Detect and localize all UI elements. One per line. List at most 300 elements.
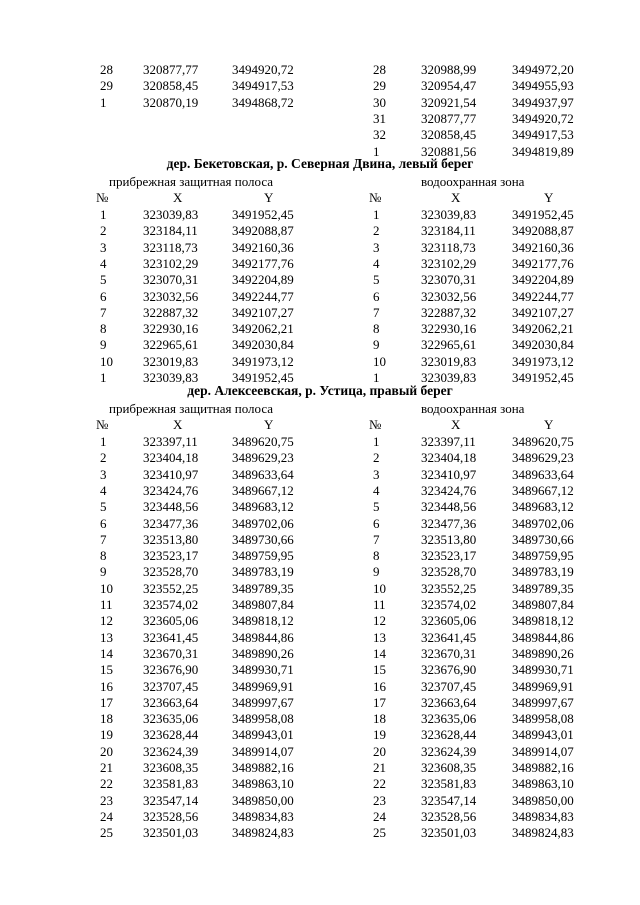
point-number: 24 (100, 808, 113, 824)
coord-y: 3489850,00 (512, 792, 574, 808)
coord-x: 323676,90 (143, 662, 199, 678)
point-number: 15 (373, 662, 386, 678)
point-number: 25 (100, 825, 113, 841)
coord-y: 3489807,84 (232, 597, 294, 612)
point-number: 6 (100, 288, 107, 304)
coord-y: 3489969,91 (512, 678, 574, 694)
point-number: 10 (373, 580, 386, 596)
point-number: 7 (373, 531, 380, 547)
table-row (0, 450, 640, 466)
coord-x: 323707,45 (143, 678, 199, 694)
coord-x: 322965,61 (421, 337, 477, 353)
coord-x: 323552,25 (421, 580, 477, 596)
coord-x: 323019,83 (421, 353, 477, 369)
coord-y: 3489818,12 (232, 613, 294, 629)
table-row (0, 548, 640, 564)
coord-y: 3489969,91 (232, 678, 294, 694)
coord-y: 3494819,89 (512, 143, 574, 159)
point-number: 21 (373, 760, 386, 775)
coord-y: 3491973,12 (512, 353, 574, 369)
point-number: 4 (373, 255, 380, 271)
coord-x: 323184,11 (143, 223, 198, 239)
coord-x: 320858,45 (421, 127, 477, 143)
point-number: 5 (100, 499, 107, 515)
coord-x: 323605,06 (421, 613, 477, 629)
point-number: 3 (373, 466, 380, 482)
point-number: 5 (373, 499, 380, 515)
coord-y: 3489834,83 (512, 808, 574, 824)
coord-y: 3489730,66 (512, 531, 574, 547)
coord-x: 323410,97 (421, 466, 477, 482)
coord-x: 323707,45 (421, 678, 477, 694)
point-number: 30 (373, 94, 386, 110)
coord-y: 3489683,12 (232, 499, 294, 515)
coord-y: 3489789,35 (232, 580, 294, 596)
coord-y: 3492177,76 (232, 255, 294, 271)
coord-y: 3492204,89 (512, 272, 574, 288)
table-row (0, 434, 640, 450)
coord-y: 3489783,19 (512, 564, 574, 580)
point-number: 10 (100, 353, 113, 369)
coord-y: 3489844,86 (512, 629, 574, 645)
coord-x: 323608,35 (421, 760, 477, 775)
header-y: Y (264, 417, 274, 432)
point-number: 1 (373, 207, 380, 222)
point-number: 31 (373, 110, 386, 126)
point-number: 18 (373, 711, 386, 727)
point-number: 12 (100, 613, 113, 629)
coord-y: 3489620,75 (232, 434, 294, 449)
coord-x: 323547,14 (143, 792, 199, 808)
table-row (0, 321, 640, 337)
table-row (0, 581, 640, 597)
coord-y: 3489807,84 (512, 597, 574, 612)
point-number: 4 (100, 482, 107, 498)
coord-x: 323118,73 (421, 239, 476, 255)
point-number: 12 (373, 613, 386, 629)
coord-x: 320877,77 (421, 110, 477, 126)
point-number: 3 (100, 466, 107, 482)
point-number: 10 (373, 353, 386, 369)
coord-y: 3491952,45 (512, 207, 574, 222)
point-number: 9 (100, 337, 107, 353)
point-number: 6 (373, 288, 380, 304)
coord-y: 3492204,89 (232, 272, 294, 288)
point-number: 7 (100, 531, 107, 547)
coord-y: 3489914,07 (232, 743, 294, 759)
coord-y: 3492062,21 (232, 321, 294, 337)
point-number: 11 (373, 597, 386, 612)
table-row (0, 289, 640, 305)
point-number: 8 (100, 321, 107, 337)
point-number: 23 (100, 792, 113, 808)
header-number: № (96, 190, 109, 205)
point-number: 1 (100, 370, 107, 385)
coord-y: 3492107,27 (232, 304, 294, 320)
point-number: 20 (100, 743, 113, 759)
coord-y: 3492244,77 (232, 288, 294, 304)
table-row (0, 597, 640, 613)
point-number: 8 (373, 321, 380, 337)
coord-y: 3494868,72 (232, 94, 294, 110)
coord-y: 3489958,08 (512, 711, 574, 727)
table-row (0, 207, 640, 223)
coord-x: 322930,16 (143, 321, 199, 337)
coord-x: 323039,83 (421, 207, 477, 222)
coord-y: 3489667,12 (512, 482, 574, 498)
coord-y: 3489930,71 (512, 662, 574, 678)
point-number: 19 (373, 727, 386, 743)
coord-y: 3489882,16 (512, 760, 574, 775)
table-row (0, 337, 640, 353)
coord-y: 3492088,87 (512, 223, 574, 239)
coord-x: 323528,56 (421, 808, 477, 824)
coord-y: 3489943,01 (232, 727, 294, 743)
header-number: № (96, 417, 109, 432)
coord-x: 322965,61 (143, 337, 199, 353)
header-y: Y (544, 190, 554, 205)
coord-y: 3489620,75 (512, 434, 574, 449)
coord-x: 323663,64 (421, 694, 477, 710)
point-number: 23 (373, 792, 386, 808)
coord-y: 3491952,45 (512, 370, 574, 385)
coord-x: 323039,83 (421, 370, 477, 385)
coord-y: 3492030,84 (232, 337, 294, 353)
coord-x: 323448,56 (143, 499, 199, 515)
table-row (0, 776, 640, 792)
coord-y: 3491973,12 (232, 353, 294, 369)
table-row (0, 78, 640, 94)
point-number: 19 (100, 727, 113, 743)
table-row (0, 127, 640, 143)
point-number: 29 (373, 78, 386, 94)
table-row (0, 564, 640, 580)
coord-y: 3489824,83 (232, 825, 294, 841)
point-number: 13 (373, 629, 386, 645)
coord-x: 323039,83 (143, 207, 199, 222)
point-number: 5 (100, 272, 107, 288)
coord-y: 3492107,27 (512, 304, 574, 320)
coord-y: 3489789,35 (512, 580, 574, 596)
header-x: X (451, 417, 461, 432)
coord-y: 3489824,83 (512, 825, 574, 841)
point-number: 1 (100, 94, 107, 110)
coord-x: 320954,47 (421, 78, 477, 94)
coord-x: 323404,18 (143, 450, 199, 466)
coord-y: 3489890,26 (232, 645, 294, 661)
coord-x: 323528,70 (143, 564, 199, 580)
table-row (0, 532, 640, 548)
table-row (0, 483, 640, 499)
coord-x: 323102,29 (421, 255, 477, 271)
coord-y: 3492244,77 (512, 288, 574, 304)
coord-y: 3489629,23 (512, 450, 574, 466)
coastal-strip-label: прибрежная защитная полоса (109, 401, 274, 416)
point-number: 6 (100, 515, 107, 531)
point-number: 3 (100, 239, 107, 255)
coord-y: 3489997,67 (512, 694, 574, 710)
coord-y: 3489633,64 (512, 466, 574, 482)
table-row (0, 62, 640, 78)
coord-x: 323670,31 (421, 645, 477, 661)
header-number: № (369, 417, 382, 432)
coord-x: 323624,39 (421, 743, 477, 759)
coord-x: 320988,99 (421, 62, 477, 77)
coord-x: 323477,36 (421, 515, 477, 531)
point-number: 5 (373, 272, 380, 288)
coord-y: 3491952,45 (232, 370, 294, 385)
coord-x: 323404,18 (421, 450, 477, 466)
coord-y: 3494917,53 (512, 127, 574, 143)
coord-y: 3489844,86 (232, 629, 294, 645)
coord-x: 323019,83 (143, 353, 199, 369)
coord-y: 3489667,12 (232, 482, 294, 498)
point-number: 3 (373, 239, 380, 255)
coord-x: 323118,73 (143, 239, 198, 255)
point-number: 8 (100, 548, 107, 564)
point-number: 29 (100, 78, 113, 94)
point-number: 20 (373, 743, 386, 759)
coord-y: 3489702,06 (512, 515, 574, 531)
coord-x: 323477,36 (143, 515, 199, 531)
point-number: 14 (373, 645, 386, 661)
coord-x: 323523,17 (143, 548, 199, 564)
table-row (0, 630, 640, 646)
point-number: 2 (373, 450, 380, 466)
point-number: 1 (100, 207, 107, 222)
point-number: 22 (373, 776, 386, 792)
coord-y: 3494972,20 (512, 62, 574, 77)
point-number: 28 (100, 62, 113, 77)
point-number: 9 (373, 337, 380, 353)
coord-x: 323448,56 (421, 499, 477, 515)
coord-y: 3491952,45 (232, 207, 294, 222)
point-number: 1 (373, 370, 380, 385)
point-number: 9 (100, 564, 107, 580)
coord-y: 3489783,19 (232, 564, 294, 580)
coord-y: 3492160,36 (232, 239, 294, 255)
coord-y: 3489930,71 (232, 662, 294, 678)
point-number: 2 (100, 450, 107, 466)
coord-y: 3494955,93 (512, 78, 574, 94)
coord-y: 3489629,23 (232, 450, 294, 466)
point-number: 7 (100, 304, 107, 320)
coord-y: 3489943,01 (512, 727, 574, 743)
coord-x: 323624,39 (143, 743, 199, 759)
coord-x: 323552,25 (143, 580, 199, 596)
water-protection-zone-label: водоохранная зона (421, 401, 525, 416)
coord-x: 323635,06 (143, 711, 199, 727)
table-row (0, 272, 640, 288)
table-row (0, 744, 640, 760)
point-number: 4 (373, 482, 380, 498)
coord-y: 3489863,10 (232, 776, 294, 792)
coord-x: 323641,45 (421, 629, 477, 645)
point-number: 6 (373, 515, 380, 531)
coord-x: 323501,03 (421, 825, 477, 841)
coord-y: 3489759,95 (232, 548, 294, 564)
coord-y: 3489850,00 (232, 792, 294, 808)
water-protection-zone-label: водоохранная зона (421, 174, 525, 189)
point-number: 8 (373, 548, 380, 564)
table-row (0, 240, 640, 256)
table-row (0, 354, 640, 370)
coord-x: 323605,06 (143, 613, 199, 629)
table-row (0, 516, 640, 532)
point-number: 24 (373, 808, 386, 824)
table-row (0, 662, 640, 678)
coord-x: 323070,31 (421, 272, 477, 288)
coord-x: 323184,11 (421, 223, 476, 239)
coastal-strip-label: прибрежная защитная полоса (109, 174, 274, 189)
coord-x: 323628,44 (421, 727, 477, 743)
point-number: 13 (100, 629, 113, 645)
coord-x: 323528,56 (143, 808, 199, 824)
table-row (0, 613, 640, 629)
coord-x: 323574,02 (143, 597, 199, 612)
coord-x: 323663,64 (143, 694, 199, 710)
header-number: № (369, 190, 382, 205)
table-row (0, 695, 640, 711)
coord-x: 323501,03 (143, 825, 199, 841)
coord-y: 3492177,76 (512, 255, 574, 271)
table-row (0, 256, 640, 272)
table-row (0, 111, 640, 127)
coord-x: 323670,31 (143, 645, 199, 661)
coord-x: 322930,16 (421, 321, 477, 337)
coord-y: 3489863,10 (512, 776, 574, 792)
coord-x: 323628,44 (143, 727, 199, 743)
section-title: дер. Алексеевская, р. Устица, правый берег (187, 383, 453, 398)
coord-y: 3489818,12 (512, 613, 574, 629)
header-x: X (451, 190, 461, 205)
table-row (0, 646, 640, 662)
table-row (0, 95, 640, 111)
coord-x: 323523,17 (421, 548, 477, 564)
coord-x: 322887,32 (143, 304, 199, 320)
table-row (0, 467, 640, 483)
coord-y: 3489882,16 (232, 760, 294, 775)
point-number: 18 (100, 711, 113, 727)
coord-x: 323397,11 (421, 434, 476, 449)
point-number: 15 (100, 662, 113, 678)
point-number: 2 (373, 223, 380, 239)
coord-x: 323635,06 (421, 711, 477, 727)
coord-x: 323574,02 (421, 597, 477, 612)
coord-x: 323608,35 (143, 760, 199, 775)
section-title: дер. Бекетовская, р. Северная Двина, левый берег (166, 156, 474, 171)
coord-y: 3489997,67 (232, 694, 294, 710)
table-row (0, 305, 640, 321)
coord-y: 3489633,64 (232, 466, 294, 482)
coord-x: 323070,31 (143, 272, 199, 288)
coord-y: 3489730,66 (232, 531, 294, 547)
point-number: 9 (373, 564, 380, 580)
coord-y: 3492088,87 (232, 223, 294, 239)
point-number: 10 (100, 580, 113, 596)
table-header (0, 417, 640, 433)
table-row (0, 793, 640, 809)
table-row (0, 825, 640, 841)
coord-x: 323676,90 (421, 662, 477, 678)
coord-y: 3492062,21 (512, 321, 574, 337)
point-number: 14 (100, 645, 113, 661)
coord-y: 3492160,36 (512, 239, 574, 255)
coord-x: 323424,76 (421, 482, 477, 498)
coord-x: 323581,83 (143, 776, 199, 792)
coord-x: 323397,11 (143, 434, 198, 449)
coord-y: 3494917,53 (232, 78, 294, 94)
coord-x: 322887,32 (421, 304, 477, 320)
coord-x: 323528,70 (421, 564, 477, 580)
point-number: 7 (373, 304, 380, 320)
header-x: X (173, 417, 183, 432)
table-row (0, 679, 640, 695)
point-number: 17 (100, 694, 113, 710)
coord-y: 3494937,97 (512, 94, 574, 110)
coord-y: 3494920,72 (512, 110, 574, 126)
coord-y: 3489834,83 (232, 808, 294, 824)
point-number: 16 (373, 678, 386, 694)
coord-x: 323547,14 (421, 792, 477, 808)
coord-y: 3489683,12 (512, 499, 574, 515)
point-number: 21 (100, 760, 113, 775)
point-number: 25 (373, 825, 386, 841)
coord-x: 320858,45 (143, 78, 199, 94)
table-row (0, 809, 640, 825)
point-number: 11 (100, 597, 113, 612)
point-number: 16 (100, 678, 113, 694)
coord-x: 320877,77 (143, 62, 199, 77)
header-x: X (173, 190, 183, 205)
coord-x: 323513,80 (421, 531, 477, 547)
coord-x: 323513,80 (143, 531, 199, 547)
coord-x: 320881,56 (421, 143, 477, 159)
coord-x: 323032,56 (421, 288, 477, 304)
header-y: Y (264, 190, 274, 205)
coord-y: 3489914,07 (512, 743, 574, 759)
coord-y: 3489702,06 (232, 515, 294, 531)
point-number: 2 (100, 223, 107, 239)
table-row (0, 499, 640, 515)
coord-y: 3489759,95 (512, 548, 574, 564)
header-y: Y (544, 417, 554, 432)
coord-y: 3489890,26 (512, 645, 574, 661)
coord-x: 323424,76 (143, 482, 199, 498)
coord-x: 320870,19 (143, 94, 199, 110)
coord-y: 3489958,08 (232, 711, 294, 727)
coord-x: 323032,56 (143, 288, 199, 304)
coord-y: 3494920,72 (232, 62, 294, 77)
coord-x: 323039,83 (143, 370, 199, 385)
point-number: 4 (100, 255, 107, 271)
coord-y: 3492030,84 (512, 337, 574, 353)
point-number: 1 (373, 434, 380, 449)
table-row (0, 711, 640, 727)
coord-x: 323102,29 (143, 255, 199, 271)
table-header (0, 190, 640, 206)
coord-x: 323581,83 (421, 776, 477, 792)
point-number: 28 (373, 62, 386, 77)
coord-x: 323410,97 (143, 466, 199, 482)
coord-x: 323641,45 (143, 629, 199, 645)
point-number: 22 (100, 776, 113, 792)
point-number: 1 (373, 143, 380, 159)
table-row (0, 760, 640, 776)
point-number: 17 (373, 694, 386, 710)
coord-x: 320921,54 (421, 94, 477, 110)
point-number: 1 (100, 434, 107, 449)
